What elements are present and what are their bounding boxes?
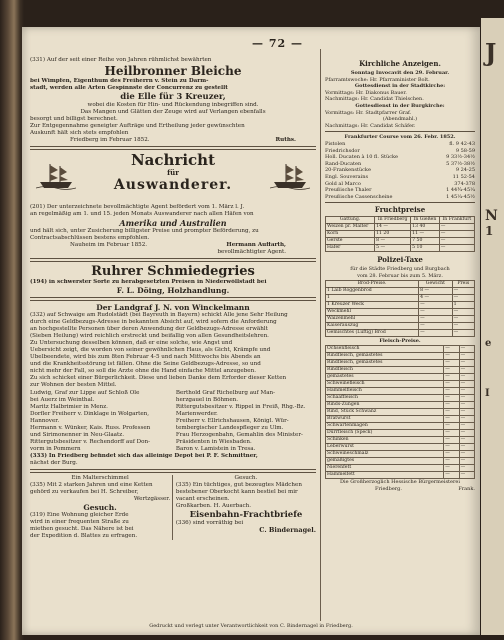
table-cell: — — [459, 402, 474, 409]
table-cell: — — [439, 245, 474, 252]
course-name: Holl. Ducaten à 10 fl. Stücke — [325, 154, 399, 161]
course-name: Rand-Ducaten — [325, 160, 362, 167]
ref-line: Hannover. — [30, 418, 60, 424]
table-row — [326, 346, 475, 353]
table-cell: — — [419, 330, 452, 337]
course-name: Pistolen — [325, 140, 346, 147]
next-page-letter: 1 — [485, 224, 494, 238]
table-cell: — — [444, 346, 459, 353]
bleiche-intro: (331) Auf der seit einer Reihe von Jahren rühmlichst bewährten — [30, 57, 212, 63]
course-row — [325, 181, 475, 188]
ad-heading: Eisenbahn-Frachtbriefe — [189, 510, 303, 520]
table-row — [326, 395, 475, 402]
table-cell: — — [419, 323, 452, 330]
next-page-letter: I — [485, 388, 490, 399]
table-header: Preis — [452, 281, 474, 288]
bleiche-signature-place: Friedberg im Februar 1852. — [70, 137, 150, 143]
table-row — [326, 402, 475, 409]
table-row — [326, 238, 475, 245]
ref-line: tembergischer Landespfleger zu Ulm. — [175, 425, 284, 431]
course-row — [325, 154, 475, 161]
course-name: Preußische Thaler — [325, 187, 372, 194]
burg-title: Gottesdienst in der Burgkirche: — [355, 102, 445, 109]
landgraf-line: durch eine Geldbezugs-Adresse in bekannten Absicht auf, wird sofern die Anforderung — [30, 319, 277, 325]
ad-line: Großkarben. H. Auerbach. — [175, 503, 252, 509]
table-cell: — — [459, 409, 474, 416]
table-cell: 11 — — [411, 231, 440, 238]
table-cell: — — [459, 430, 474, 437]
table-cell: 13 40 — [411, 224, 440, 231]
divider — [30, 258, 316, 262]
table-cell: Weckmehl — [326, 309, 419, 316]
course-value: 9 58-59 — [455, 147, 475, 154]
table-cell: — — [444, 416, 459, 423]
table-cell: — — [444, 409, 459, 416]
course-title: Frankfurter Course vom 26. Febr. 1852. — [344, 134, 456, 141]
course-name: Engl. Souverains — [325, 173, 369, 180]
table-row — [326, 416, 475, 423]
table-cell: Rind, Stück Schwanz — [326, 409, 444, 416]
divider — [30, 469, 316, 473]
course-row — [325, 148, 475, 155]
table-cell: — — [459, 416, 474, 423]
table-cell: Bratwurst — [326, 416, 444, 423]
table-cell: — — [444, 465, 459, 472]
course-row — [325, 187, 475, 194]
divider — [30, 297, 316, 301]
table-cell: — — [439, 224, 474, 231]
course-row — [325, 167, 475, 174]
nachricht-line: und hält sich, unter Zusicherung billigster Preise und prompter Beförderung, zu — [30, 228, 259, 234]
table-cell: — — [452, 295, 474, 302]
table-cell: — — [419, 309, 452, 316]
table-row — [326, 381, 475, 388]
table-cell: Waizenmehl — [326, 316, 419, 323]
table-row — [326, 309, 475, 316]
ad-line: (336) sind vorräthig bei — [175, 520, 244, 526]
table-cell: Weizen pr. Malter — [326, 224, 375, 231]
next-page-letter: J — [485, 38, 497, 67]
table-row — [326, 458, 475, 465]
bottom-right-ads — [172, 475, 316, 540]
table-header: Gewicht — [419, 281, 452, 288]
table-cell: Schinken — [326, 437, 444, 444]
page-number: — 72 — — [252, 37, 303, 50]
table-row — [326, 245, 475, 252]
table-cell: — — [459, 381, 474, 388]
table-cell: — — [444, 451, 459, 458]
table-cell: — — [444, 402, 459, 409]
bleiche-price: die Elle für 3 Kreuzer, — [120, 92, 226, 102]
ref-line: Rittergutsbesitzer v. Rippel in Freiß, Rhg.-Bz. — [175, 404, 306, 410]
course-row — [325, 161, 475, 168]
table-cell: Dürrfleisch (Speck) — [326, 430, 444, 437]
frucht-table — [325, 216, 475, 252]
table-cell: — — [444, 353, 459, 360]
table-cell: — — [459, 388, 474, 395]
bleiche-line: stadt, werden alle Arten Gespinnste der Concurrenz zu gestellt — [30, 85, 228, 91]
table-cell: — — [444, 458, 459, 465]
table-cell: — — [444, 430, 459, 437]
table-cell: 1 Kreuzer Weck — [326, 302, 419, 309]
gottes-title: Gottesdienst in der Stadtkirche: — [354, 83, 446, 90]
taxe-note: Die Großherzoglich Hessische Bürgermeisterei — [340, 479, 460, 486]
divider — [325, 202, 475, 203]
table-row — [326, 330, 475, 337]
table-cell: Nierenfett — [326, 465, 444, 472]
nachricht-signature-place: Nauheim im Februar 1852. — [70, 242, 148, 248]
table-cell: gemästetes — [326, 374, 444, 381]
table-row — [326, 367, 475, 374]
nachricht-title: Nachricht — [130, 151, 216, 169]
table-header: In Frankfurt — [439, 217, 474, 224]
table-row — [326, 302, 475, 309]
ref-line: herzgauel in Böhmen. — [175, 397, 239, 403]
table-cell: 8 — — [375, 238, 411, 245]
ref-line: Marienwerder. — [175, 411, 218, 417]
nachricht-line: (201) Der unterzeichnete bevollmächtigte Agent befördert vom 1. März l. J. — [30, 204, 245, 210]
table-cell: — — [452, 288, 474, 295]
schmitt-line: (333) In Friedberg befindet sich das alleinige Depot bei P. F. Schmittner, — [30, 453, 258, 459]
nachricht-signature-role: bevollmächtigter Agent. — [217, 249, 286, 255]
fleisch-table — [325, 345, 475, 479]
course-row — [325, 194, 475, 201]
table-cell: — — [444, 360, 459, 367]
table-row — [326, 437, 475, 444]
polizei-line: vom 28. Februar bis zum 5. März. — [357, 272, 443, 279]
table-cell: Rindfleisch, gemästetes — [326, 353, 444, 360]
table-row — [326, 430, 475, 437]
footer: Gedruckt und verlegt unter Verantwortlichkeit von C. Bindernagel in Friedberg. — [149, 623, 353, 629]
table-cell: — — [452, 323, 474, 330]
ref-line: Ludwig, Graf zur Lippe auf Schloß Ole — [30, 390, 140, 396]
landgraf-line: Übelbeendete, wird bis zum 8ten Februar 4-5 und nach Mittwochs bis Abends an — [30, 354, 261, 360]
course-value: 1 44¾-45¼ — [446, 187, 475, 194]
table-cell: — — [452, 316, 474, 323]
taxe-note-place: Friedberg. — [375, 485, 402, 492]
course-name: Friedrichsdor — [325, 147, 360, 154]
table-cell: 4 — — [419, 295, 452, 302]
course-value: 11 52-54 — [452, 173, 475, 180]
refs-left — [30, 390, 170, 453]
ad-heading: Gesuch. — [234, 475, 258, 481]
landgraf-line: (332) auf Schwaige am Rudolstädt (bei Bayreuth in Bayern) schickt Alle jene Sehr Heilung — [30, 312, 288, 318]
table-cell: Korn — [326, 231, 375, 238]
frucht-title: Fruchtpreise — [374, 205, 426, 215]
table-cell: — — [444, 444, 459, 451]
ref-line: Hermann v. Wünker, Kais. Russ. Professen — [30, 425, 151, 431]
course-list — [325, 141, 475, 200]
course-value: 5 37½-38½ — [446, 160, 475, 167]
right-column — [325, 57, 475, 492]
ref-line: Maritz Halbrimier in Menz. — [30, 404, 108, 410]
table-cell: 14 — — [375, 224, 411, 231]
table-header: Brod-Preise. — [326, 281, 419, 288]
table-cell: — — [459, 374, 474, 381]
course-name: Preußische Cassenscheine — [325, 193, 393, 200]
table-cell: Schwartenmagen — [326, 423, 444, 430]
table-row — [326, 374, 475, 381]
course-value: 374-378 — [454, 180, 475, 187]
table-row — [326, 388, 475, 395]
table-cell: — — [452, 309, 474, 316]
nachricht-signature-name: Hermann Auffarth, — [226, 242, 286, 248]
table-cell: Leberwurst — [326, 444, 444, 451]
newspaper-page — [22, 27, 480, 635]
table-header: In Gießen — [411, 217, 440, 224]
bottom-left-ads — [30, 475, 170, 540]
table-row — [326, 409, 475, 416]
ad-heading: Gesuch. — [83, 503, 117, 512]
landgraf-line: Zu sich schicket einer Bürgerlichkeit. Diese und lieben Danke dem Erforder dieser Ketten — [30, 375, 287, 381]
ad-line: der Expedition d. Blattes zu erfragen. — [30, 533, 138, 539]
table-cell: 7 50 — [411, 238, 440, 245]
refs-right — [176, 390, 316, 453]
table-cell: 1 — [326, 295, 419, 302]
ship-icon — [36, 162, 76, 190]
table-cell: — — [459, 451, 474, 458]
table-row — [326, 465, 475, 472]
left-column — [30, 57, 316, 540]
table-row — [326, 288, 475, 295]
table-cell: 1 Laib Roggenbrod — [326, 288, 419, 295]
table-row — [326, 472, 475, 479]
table-cell: — — [452, 330, 474, 337]
landgraf-line: Uebersicht zeigt, die worden von seiner gewöhnlichen Haus, als Gicht, Krämpfe und — [30, 347, 271, 353]
table-cell: — — [439, 238, 474, 245]
burg-line: (Abendmahl.) — [382, 116, 418, 123]
table-cell: — — [459, 444, 474, 451]
ship-icon — [270, 162, 310, 190]
ad-line: C. Bindernagel. — [259, 527, 316, 534]
table-header: Gattung. — [326, 217, 375, 224]
ref-line: bei Auerz im Weinthal. — [30, 397, 95, 403]
table-cell: Rindfleisch, gemästetes — [326, 360, 444, 367]
kirchliche-date: Sonntag Invocavit den 29. Februar. — [350, 70, 450, 76]
table-row — [326, 316, 475, 323]
ad-line: wird in einer frequenten Straße zu — [30, 519, 129, 525]
table-row — [326, 224, 475, 231]
table-row — [326, 231, 475, 238]
table-cell: — — [444, 381, 459, 388]
taxe-table — [325, 280, 475, 337]
table-cell: — — [459, 395, 474, 402]
course-row — [325, 141, 475, 148]
ref-line: Präsidenten in Wiesbaden. — [175, 439, 252, 445]
course-value: 1 45¼-45½ — [446, 193, 475, 200]
table-cell: Schweineschmalz — [326, 451, 444, 458]
nachricht-subtitle: Auswanderer. — [113, 177, 233, 193]
table-cell: 5 10 — [411, 245, 440, 252]
ad-line: Ein Malterschimmel — [71, 475, 129, 481]
kirchliche-title: Kirchliche Anzeigen. — [359, 59, 441, 68]
fleisch-title: Fleisch-Preise. — [379, 338, 421, 345]
table-cell: Hammelfett — [326, 472, 444, 479]
nachricht-line: Contractsabschlüssen bestens empfohlen. — [30, 235, 150, 241]
bleiche-line: besorgt und billigst berechnet. — [30, 116, 118, 122]
table-cell: Hammelfleisch — [326, 388, 444, 395]
table-cell: — — [459, 346, 474, 353]
landgraf-line: (Sieben Heilung) wird reichlich erstreckt und beifallig von allen Gesundheitslehren. — [30, 333, 269, 339]
table-cell: Hafer — [326, 245, 375, 252]
landgraf-line: nicht mehr der Fall, so soll die Ärzte ohne die Hand einfache Mittel anzugeben. — [30, 368, 256, 374]
course-row — [325, 174, 475, 181]
gottes-line: Nachmittags: Hr. Candidat Thielschen. — [325, 96, 424, 103]
ad-line: gehörd zu verkaufen bei H. Schreiber, — [30, 489, 139, 495]
table-row — [326, 423, 475, 430]
table-cell: 5 — — [375, 245, 411, 252]
table-cell: Kaiserauszug — [326, 323, 419, 330]
table-row — [326, 360, 475, 367]
table-cell: Schaaffleisch — [326, 395, 444, 402]
ref-line: vorm in Pommern — [30, 446, 81, 452]
bleiche-line: Auskunft hält sich stets empfohlen — [30, 130, 129, 136]
table-cell: gemäßigtes — [326, 458, 444, 465]
table-row — [326, 295, 475, 302]
table-cell: 11 20 — [375, 231, 411, 238]
table-cell: 1 — [452, 302, 474, 309]
ref-line: Rittergutsbesitzer v. Rechendorff auf Don- — [30, 439, 151, 445]
next-page-edge — [481, 18, 504, 635]
table-row — [326, 444, 475, 451]
nachricht-line: an regelmäßig am 1. und 15. jeden Monats Auswanderer nach allen Häfen von — [30, 211, 254, 217]
pfarr-line: Pfarramtswoche: Hr. Pfarraminister Bolt. — [325, 76, 430, 83]
polizei-title: Polizei-Taxe — [377, 255, 423, 265]
landgraf-line: Zu Untersuchung desselben können, daß er eine solche, wie Angst und — [30, 340, 233, 346]
table-cell: — — [459, 360, 474, 367]
burg-line: Nachmittags: Hr. Candidat Schäfer. — [325, 122, 416, 129]
table-cell: Ochsenfleisch — [326, 346, 444, 353]
nachricht-fur: für — [167, 168, 179, 177]
table-cell: — — [459, 367, 474, 374]
bleiche-line: Zur Entgegennahme geneigter Aufträge und Ertheilung jeder gewünschten — [30, 123, 245, 129]
table-row — [326, 353, 475, 360]
gottes-line: Vormittags: Hr. Diakonus Bauer. — [325, 89, 407, 96]
table-cell: — — [444, 472, 459, 479]
table-cell: — — [419, 302, 452, 309]
table-header: In Friedberg — [375, 217, 411, 224]
table-cell: — — [444, 367, 459, 374]
next-page-letter: N — [485, 208, 498, 224]
ad-line: (319) Eine Wohnung gleicher Erde — [30, 512, 129, 518]
table-cell: — — [459, 353, 474, 360]
bleiche-line: bei Wimpfen, Eigenthum des Freiherrn v. Stein zu Darm- — [30, 78, 209, 84]
nachricht-header — [30, 152, 316, 204]
bleiche-line: Das Mangen und Glätten der Zeuge wird auf Verlangen ebenfalls — [80, 109, 266, 115]
table-cell: Rinds-Zungen — [326, 402, 444, 409]
ref-line: Baron v. Lamistein in Tresa. — [175, 446, 256, 452]
table-cell: — — [444, 437, 459, 444]
table-cell: — — [444, 423, 459, 430]
divider — [325, 131, 475, 132]
course-name: Gold al Marco — [325, 180, 361, 187]
landgraf-title: Der Landgraf J. N. von Winckelmann — [96, 303, 250, 312]
ruhr-title: Ruhrer Schmiedegries — [91, 264, 255, 279]
table-cell: Gemischtes (Luftig) Brod — [326, 330, 419, 337]
table-cell: 8 — — [419, 288, 452, 295]
ad-line: miethen gesucht. Das Nähere ist bei — [30, 526, 134, 532]
table-cell: — — [419, 316, 452, 323]
taxe-note-signature: Frank. — [458, 485, 475, 492]
landgraf-line: und die Krankheitsstörung ist fällen. Ohne die Seine Geldbezugs-Adresse, so und — [30, 361, 261, 367]
table-cell: Gerste — [326, 238, 375, 245]
table-cell: — — [459, 472, 474, 479]
course-value: fl. 9 42-43 — [449, 140, 475, 147]
bleiche-title: Heilbronner Bleiche — [104, 64, 242, 78]
landgraf-line: zur Wohnen der besten Mittel. — [30, 382, 117, 388]
table-cell: — — [439, 231, 474, 238]
table-row — [326, 451, 475, 458]
course-value: 9 24-25 — [455, 167, 475, 174]
table-cell: — — [444, 395, 459, 402]
bleiche-line: wobei die Kosten für Hin- und Rückendung inbegriffen sind. — [87, 102, 259, 108]
table-cell: — — [444, 374, 459, 381]
schmitt-line: nächst der Burg. — [30, 460, 78, 466]
burg-line: Vormittags: Hr. Stadtpfarrer Graf. — [325, 109, 412, 116]
table-cell: — — [444, 388, 459, 395]
ruhr-line: (194) in schwerster Sorte zu herabgesetzten Preisen in Niederwöllstadt bei — [30, 279, 267, 285]
course-value: 9 33½-34½ — [446, 154, 475, 161]
bleiche-signature-name: Ruths. — [275, 137, 296, 143]
ruhr-signature: F. L. Döing, Holzhandlung. — [116, 286, 230, 295]
ref-line: Dorfler Freiherr v. Dinklage in Wolgarten, — [30, 411, 150, 417]
ref-line: Freiherr v. Ellrichshausen, Königl. Wür- — [175, 418, 289, 424]
polizei-line: für die Städte Friedberg und Burgbach — [350, 266, 450, 273]
divider — [30, 146, 316, 150]
ad-line: (335) Mit 2 starken Jahren und eine Ketten — [30, 482, 153, 488]
ref-line: Frau Herzogenbahn, Gemahlin des Minister- — [175, 432, 303, 438]
table-row — [326, 323, 475, 330]
nachricht-destination: Amerika und Australien — [119, 218, 227, 228]
ref-line: Berthold Graf Richelburg auf Man- — [175, 390, 276, 396]
ref-line: und Sirimonenner in Neu-Glaatz. — [30, 432, 124, 438]
ad-line: vacant erscheinen. — [175, 496, 230, 502]
ad-line: bestebener Oberkocht kann bestiel bei mir — [175, 489, 298, 495]
ad-line: (335) Ein tüchtiges, gut bezeugtes Mädchen — [175, 482, 302, 488]
table-cell: — — [459, 465, 474, 472]
table-cell: Rindfleisch — [326, 367, 444, 374]
column-divider — [320, 49, 321, 621]
table-cell: — — [459, 437, 474, 444]
course-name: 20-Frankenstücke — [325, 167, 371, 174]
table-cell: — — [459, 458, 474, 465]
next-page-letter: e — [485, 338, 492, 349]
table-cell: Schweinefleisch — [326, 381, 444, 388]
landgraf-line: an hochgestellte Personen über deren Anwendung der Geldbezugs-Adresse erwählt — [30, 326, 268, 332]
table-cell: — — [459, 423, 474, 430]
ad-line: Wertzgässer. — [133, 496, 171, 502]
